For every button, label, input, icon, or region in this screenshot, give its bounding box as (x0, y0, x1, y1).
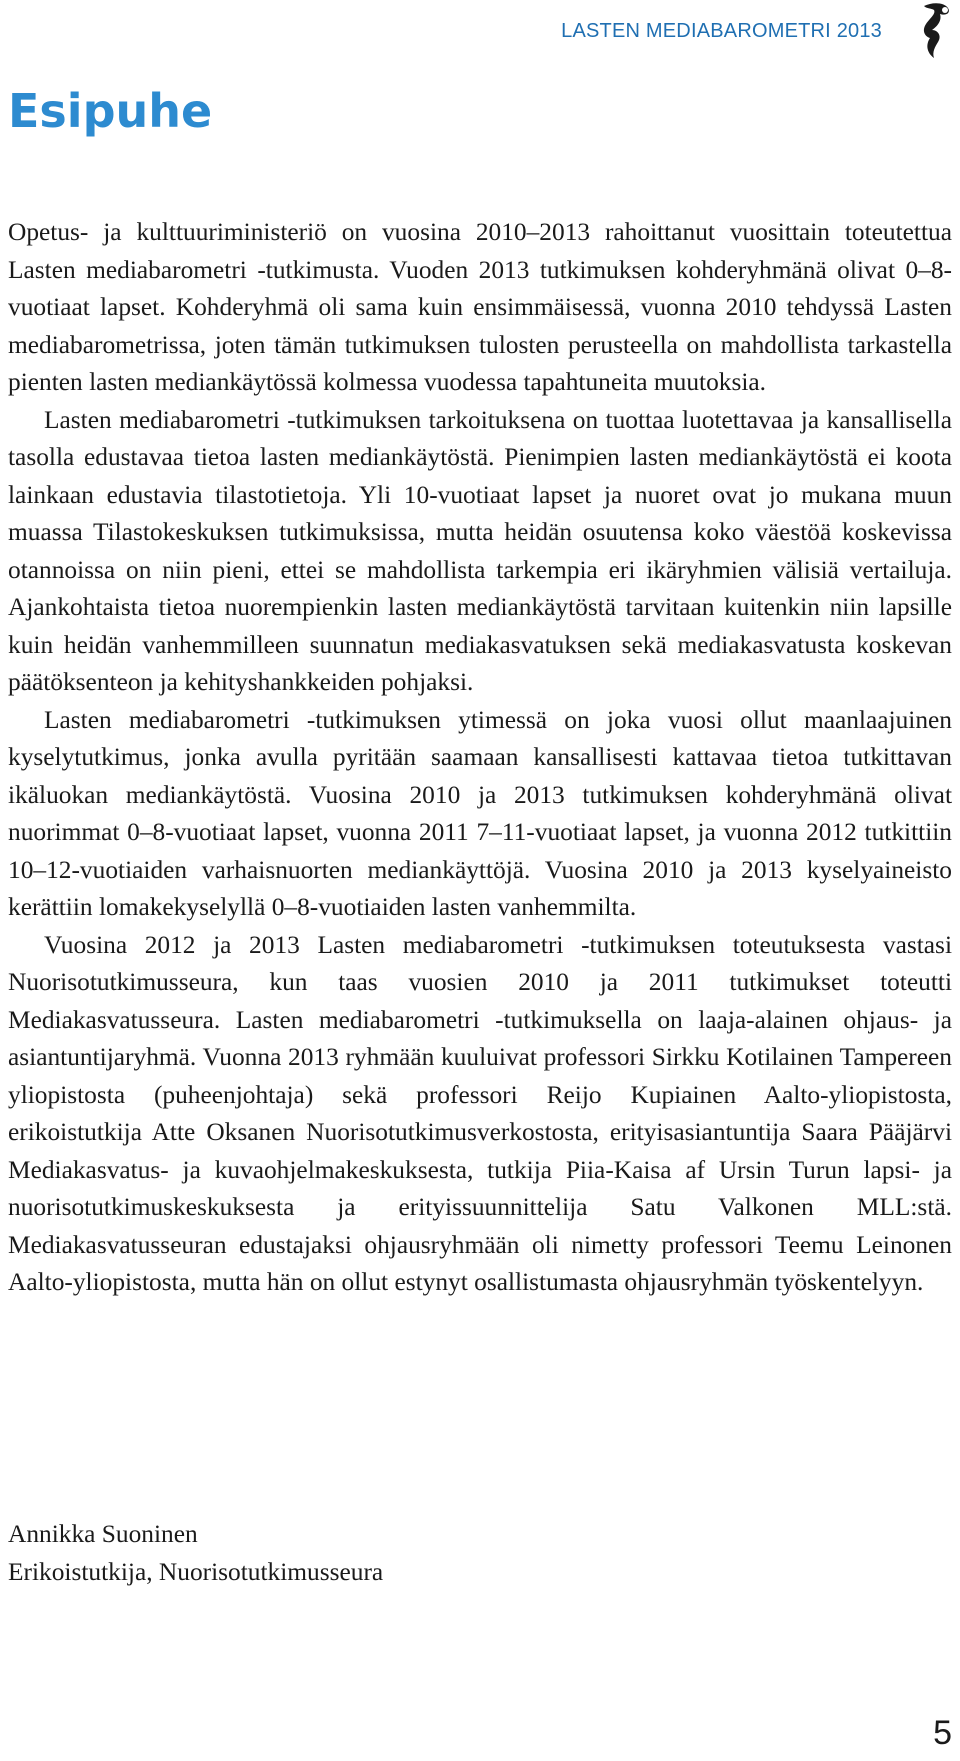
signature (8, 1516, 383, 1591)
signature-name: Annikka Suoninen (8, 1520, 198, 1548)
page-title: Esipuhe (8, 84, 213, 138)
running-header: LASTEN MEDIABAROMETRI 2013 (561, 20, 882, 42)
paragraph: Opetus- ja kulttuuriministeriö on vuosina 2010–2013 rahoittanut vuosittain toteutettua Lasten mediabarometri -tutkimusta. Vuoden 2013 tutkimuksen kohderyhmänä olivat 0–8-vuotiaat lapset. Kohderyhmä oli sama kuin ensimmäisessä, vuonna 2010 tehdyssä Lasten mediabarometrissa, joten tämän tutkimuksen tulosten perusteella on mahdollista tarkastella pienten lasten mediankäytössä kolmessa vuodessa tapahtuneita muutoksia. (8, 218, 952, 396)
paragraph: Lasten mediabarometri -tutkimuksen ytimessä on joka vuosi ollut maanlaajuinen kyselytutkimus, jonka avulla pyritään saamaan kansallisesti kattavaa tietoa tutkittavan ikäluokan mediankäytöstä. Vuosina 2010 ja 2013 tutkimuksen kohderyhmänä olivat nuorimmat 0–8-vuotiaat lapset, vuonna 2011 7–11-vuotiaat lapset, ja vuonna 2012 tutkittiin 10–12-vuotiaiden varhaisnuorten mediankäyttöjä. Vuosina 2010 ja 2013 kyselyaineisto kerättiin lomakekyselyllä 0–8-vuotiaiden lasten vanhemmilta. (8, 705, 952, 921)
stylized-seven-ornament-icon (918, 0, 952, 62)
signature-role: Erikoistutkija, Nuorisotutkimusseura (8, 1557, 384, 1586)
body-text (8, 214, 952, 1302)
paragraph: Vuosina 2012 ja 2013 Lasten mediabarometri -tutkimuksen toteutuksesta vastasi Nuorisotutkimusseura, kun taas vuosien 2010 ja 2011 tutkimukset toteutti Mediakasvatusseura. Lasten mediabarometri -tutkimuksella on laaja-alainen ohjaus- ja asiantuntijaryhmä. Vuonna 2013 ryhmään kuuluivat professori Sirkku Kotilainen Tampereen yliopistosta (puheenjohtaja) sekä professori Reijo Kupiainen Aalto-yliopistosta, erikoistutkija Atte Oksanen Nuorisotutkimusverkostosta, erityisasiantuntija Saara Pääjärvi Mediakasvatus- ja kuvaohjelmakeskuksesta, tutkija Piia-Kaisa af Ursin Turun lapsi- ja nuorisotutkimuskeskuksesta ja erityissuunnittelija Satu Valkonen MLL:stä. Mediakasvatusseuran edustajaksi ohjausryhmään oli nimetty professori Teemu Leinonen Aalto-yliopistosta, mutta hän on ollut estynyt osallistumasta ohjausryhmän työskentelyyn. (8, 930, 952, 1296)
page-number: 5 (933, 1714, 952, 1752)
paragraph: Lasten mediabarometri -tutkimuksen tarkoituksena on tuottaa luotettavaa ja kansallisella tasolla edustavaa tietoa lasten mediankäytöstä. Pienimpien lasten mediankäytöstä ei koota lainkaan edustavia tilastotietoja. Yli 10-vuotiaat lapset ja nuoret ovat jo mukana muun muassa Tilastokeskuksen tutkimuksissa, mutta heidän osuutensa koko väestöä koskevissa otannoissa on niin pieni, ettei se mahdollista tarkempia eri ikäryhmien välisiä vertailuja. Ajankohtaista tietoa nuorempienkin lasten mediankäytöstä tarvitaan kuitenkin niin lapsille kuin heidän vanhemmilleen suunnatun mediakasvatuksen sekä mediakasvatusta koskevan päätöksenteon ja kehityshankkeiden pohjaksi. (8, 405, 952, 696)
